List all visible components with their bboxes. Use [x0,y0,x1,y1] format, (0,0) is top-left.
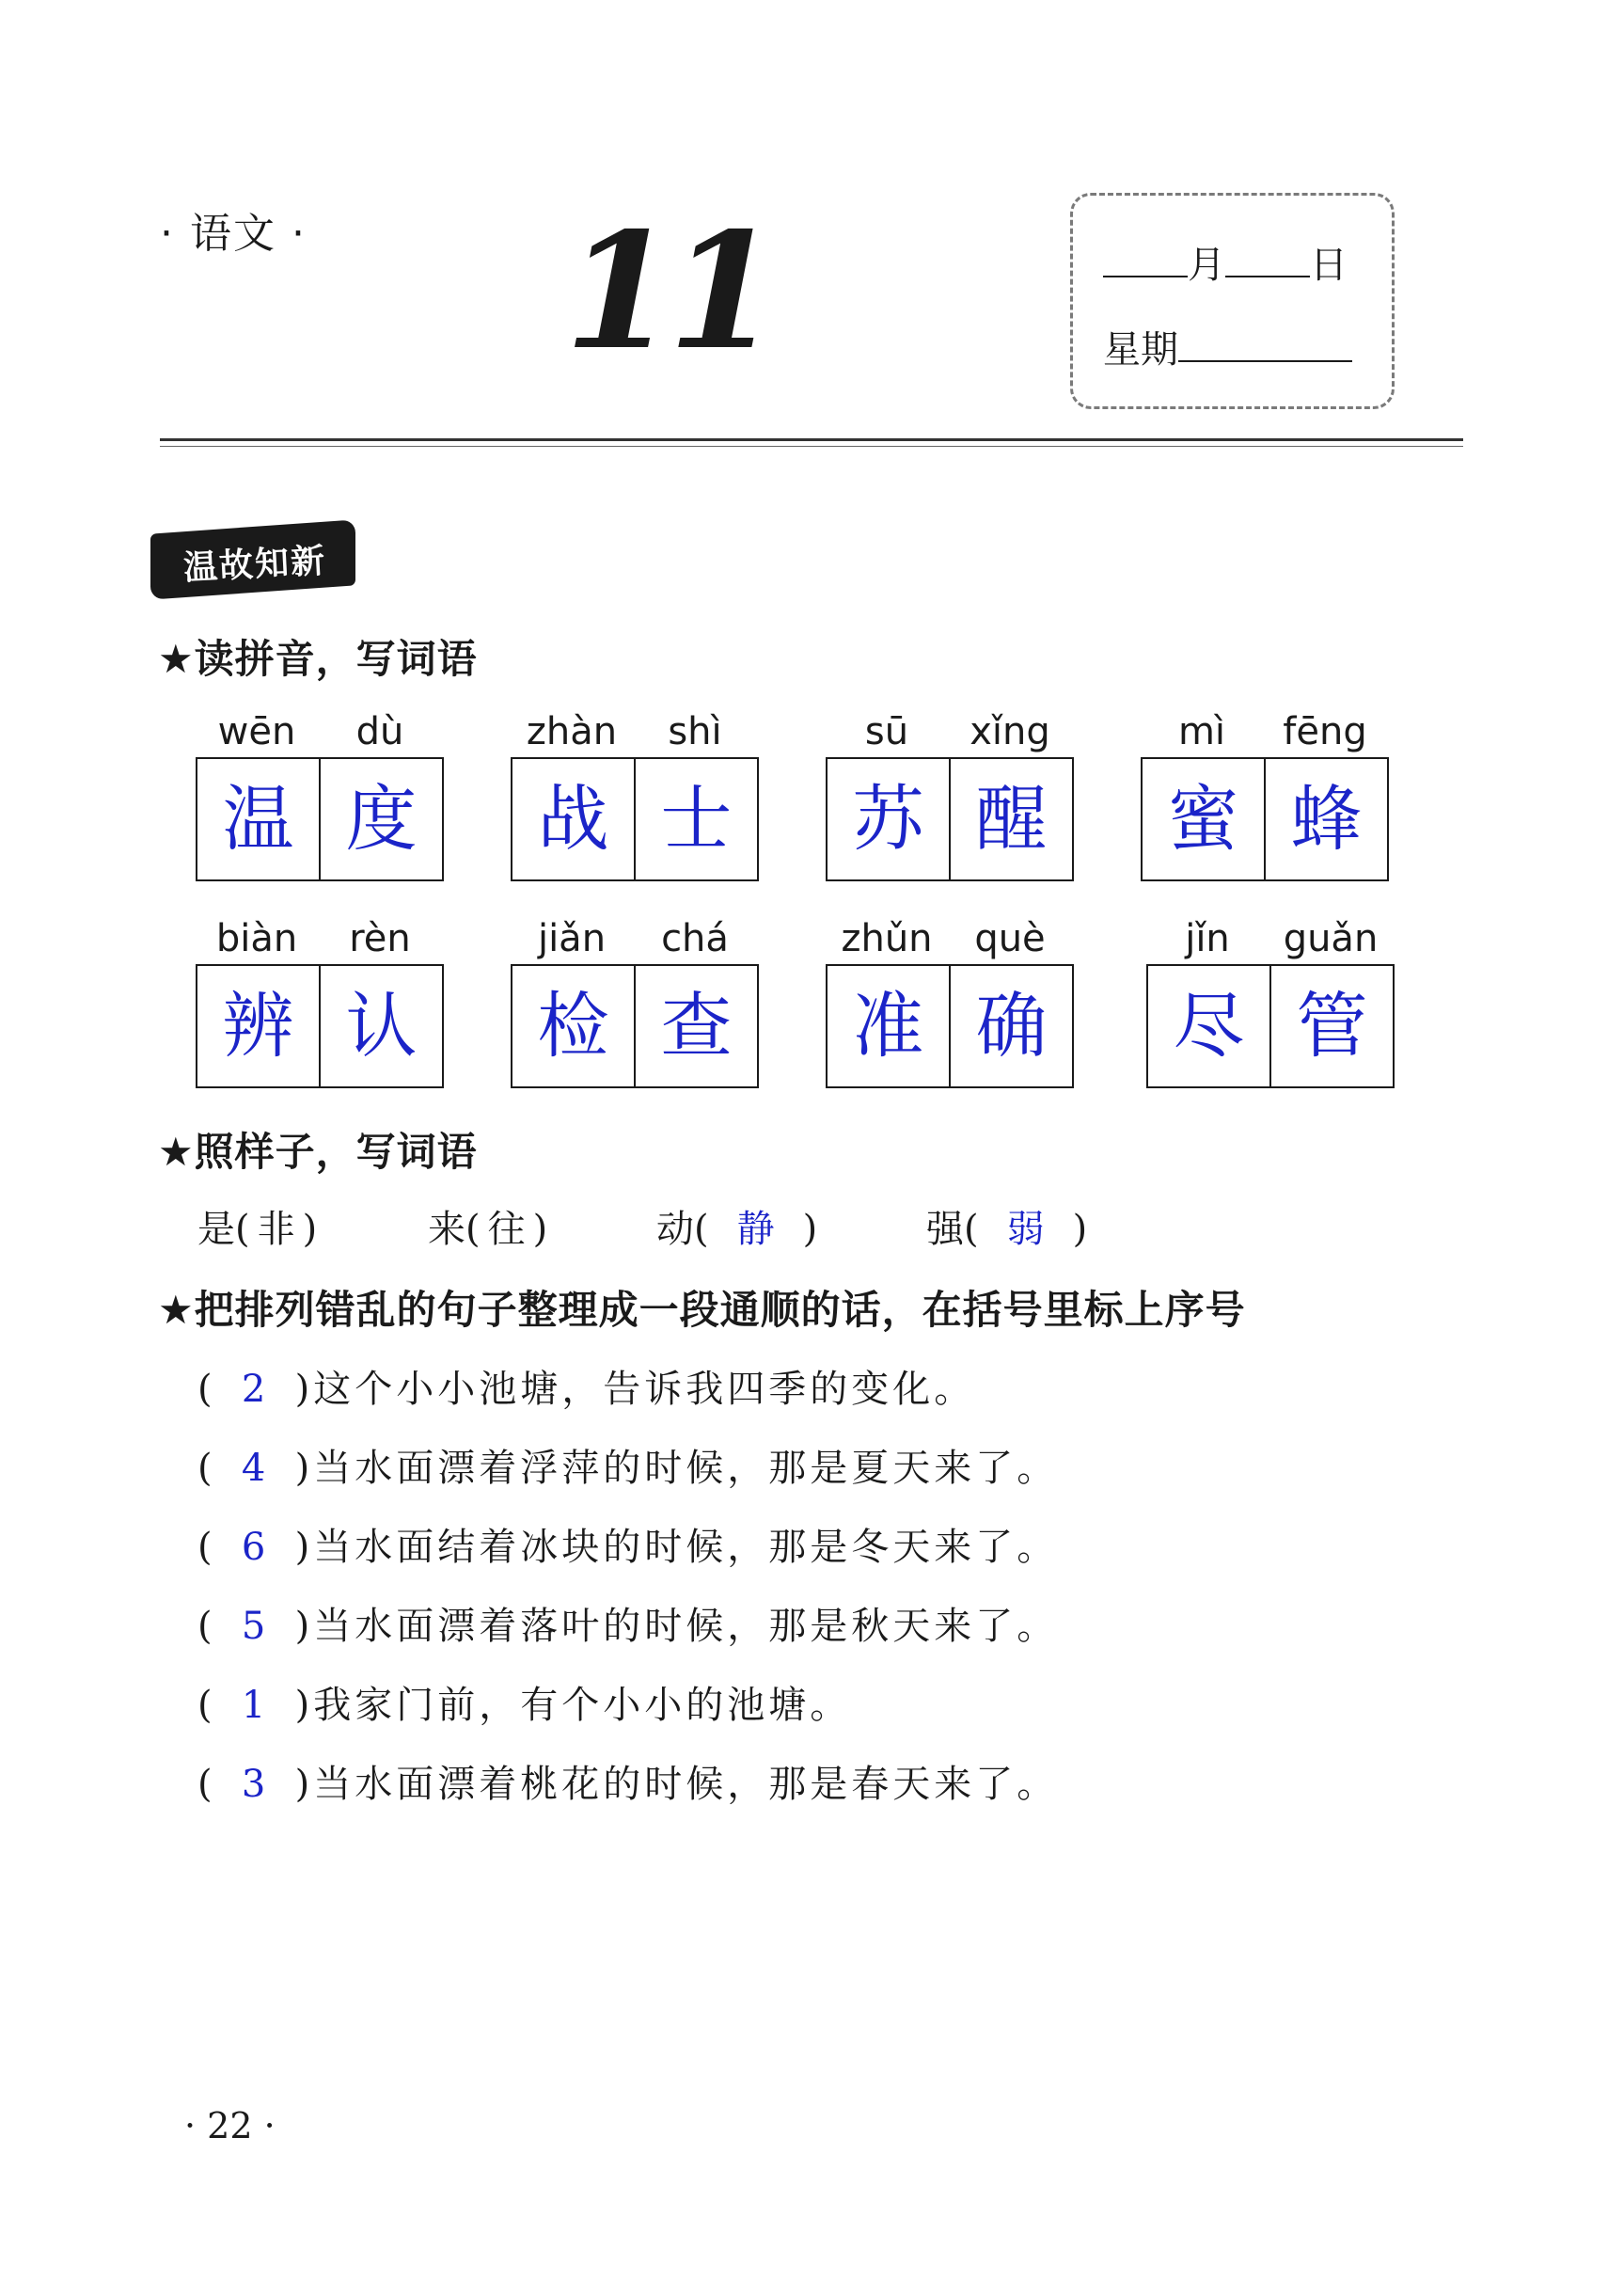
paren-close: ) [294,1447,314,1490]
pinyin-syllable: wēn [217,710,296,753]
month-blank[interactable] [1103,247,1188,277]
written-character: 战 [537,777,609,861]
sentence-item [197,1359,975,1413]
page-number: · 22 · [184,2105,276,2146]
example-item: 来( 往 ) [428,1208,548,1251]
pinyin-syllable: dù [355,710,404,753]
pinyin-syllable: fēng [1283,710,1367,753]
date-month-day-line [1103,235,1348,289]
order-blank[interactable]: 4 [241,1447,270,1490]
date-box [1070,193,1395,409]
written-character: 准 [852,984,924,1068]
written-character: 查 [660,984,733,1068]
written-character: 蜂 [1290,777,1363,861]
pinyin-syllable: zhǔn [841,917,933,960]
weekday-blank[interactable] [1178,332,1352,362]
fill-item: 强( 弱 ) [926,1199,1087,1253]
sentence-text: 我家门前，有个小小的池塘。 [313,1684,852,1727]
written-character: 温 [222,777,294,861]
sentence-text: 当水面漂着桃花的时候，那是春天来了。 [313,1763,1059,1806]
answer-blank[interactable]: 静 [736,1208,775,1251]
example-item: 是( 非 ) [197,1208,318,1251]
fill-item: 动( 静 ) [656,1199,817,1253]
q1-title: ★读拼音，写词语 [158,636,478,682]
paren-open: ( [197,1763,216,1806]
order-blank[interactable]: 5 [241,1605,270,1648]
answer: 往 [487,1208,526,1251]
sentence-item [197,1754,1058,1808]
sentence-item [197,1596,1058,1650]
sentence-item [197,1675,851,1729]
paren-open: ( [197,1447,216,1490]
written-character: 辨 [222,984,294,1068]
sentence-text: 当水面结着冰块的时候，那是冬天来了。 [313,1526,1059,1569]
sentence-item [197,1438,1058,1492]
pinyin-syllable: què [974,917,1046,960]
written-character: 士 [660,777,733,861]
paren-close: ) [294,1368,314,1411]
paren-close: ) [294,1526,314,1569]
q3-title: ★把排列错乱的句子整理成一段通顺的话，在括号里标上序号 [158,1287,1246,1333]
header-divider-thin [160,446,1463,447]
answer: 非 [257,1208,295,1251]
paren-close: ) [294,1763,314,1806]
written-character: 确 [975,984,1048,1068]
pinyin-syllable: jǐn [1185,917,1230,960]
sentence-text: 当水面漂着浮萍的时候，那是夏天来了。 [313,1447,1059,1490]
pinyin-syllable: jiǎn [537,917,607,960]
order-blank[interactable]: 6 [241,1526,270,1569]
paren-open: ( [197,1526,216,1569]
day-blank[interactable] [1225,247,1310,277]
day-label: 日 [1310,244,1348,287]
month-label: 月 [1188,244,1225,287]
pinyin-syllable: mì [1177,710,1226,753]
pinyin-syllable: biàn [215,917,298,960]
pinyin-syllable: shì [668,710,722,753]
written-character: 尽 [1173,984,1245,1068]
order-blank[interactable]: 3 [241,1763,270,1806]
written-character: 蜜 [1167,777,1239,861]
pinyin-syllable: guǎn [1283,917,1379,960]
written-character: 认 [345,984,418,1068]
order-blank[interactable]: 2 [241,1368,270,1411]
header-divider [160,438,1463,441]
written-character: 检 [537,984,609,1068]
paren-open: ( [197,1684,216,1727]
q2-title: ★照样子，写词语 [158,1129,478,1175]
weekday-line [1103,320,1352,373]
section-banner-text: 温故知新 [182,542,328,588]
written-character: 度 [345,777,418,861]
written-character: 醒 [975,777,1048,861]
paren-close: ) [294,1684,314,1727]
pinyin-syllable: rèn [349,917,411,960]
pinyin-syllable: xǐng [970,710,1050,753]
written-character: 管 [1296,984,1368,1068]
subject-label: · 语文 · [160,210,307,258]
answer-blank[interactable]: 弱 [1006,1208,1045,1251]
paren-open: ( [197,1605,216,1648]
pinyin-syllable: chá [661,917,729,960]
pinyin-syllable: zhàn [526,710,618,753]
sentence-text: 当水面漂着落叶的时候，那是秋天来了。 [313,1605,1059,1648]
paren-open: ( [197,1368,216,1411]
order-blank[interactable]: 1 [241,1684,270,1727]
paren-close: ) [294,1605,314,1648]
pinyin-syllable: sū [864,710,909,753]
sentence-text: 这个小小池塘，告诉我四季的变化。 [313,1368,976,1411]
written-character: 苏 [852,777,924,861]
lesson-number: 11 [564,198,772,386]
weekday-label: 星期 [1103,328,1178,372]
sentence-item [197,1517,1058,1571]
